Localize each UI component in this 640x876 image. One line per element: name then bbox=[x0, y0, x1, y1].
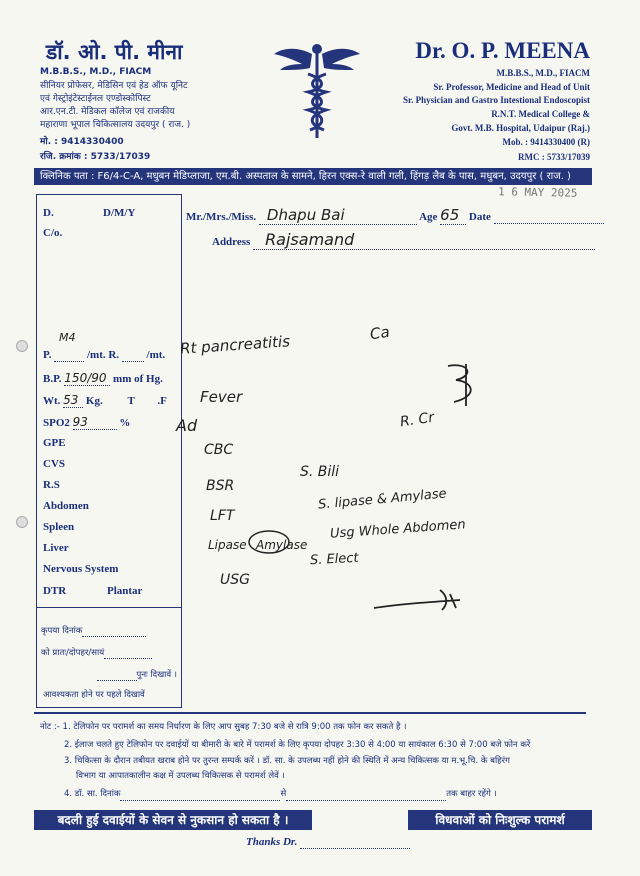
address-label: Address bbox=[212, 236, 251, 248]
circle-mark-icon bbox=[246, 528, 292, 556]
patient-name-value: Dhapu Bai bbox=[259, 206, 417, 225]
pulse-line bbox=[54, 349, 84, 362]
clinic-address-bar: क्लिनिक पता : F6/4-C-A, मधुबन मेडिप्लाजा, एम.बी. अस्पताल के सामने, हिरन एक्स-रे वाली गली, हिंगड़ लैब के पास, मधुबन, उदयपुर ( राज. ) bbox=[34, 168, 592, 185]
note-3: 3. चिकित्सा के दौरान तबीयत खराब होने पर तुरन्त सम्पर्क करें । डॉ. सा. के उपलब्ध नहीं होने की स्थिति में अन्य चिकित्सक या म.भू.चि. के बहिरंग bbox=[64, 756, 510, 766]
degrees-english: M.B.B.S., M.D., FIACM bbox=[496, 68, 590, 78]
notes-separator bbox=[34, 712, 586, 714]
age-label: Age bbox=[419, 211, 438, 223]
date-label: Date bbox=[468, 211, 491, 223]
designation-hindi-4: महाराणा भूपाल चिकित्सालय उदयपुर ( राज. ) bbox=[40, 120, 191, 130]
thanks-row bbox=[246, 836, 410, 849]
bp-row bbox=[43, 371, 163, 386]
box-divider bbox=[37, 607, 181, 608]
rx-line: R. Cr bbox=[399, 409, 436, 431]
dmy-d-label: D. bbox=[43, 207, 54, 219]
punch-hole bbox=[16, 340, 28, 352]
bp-label: B.P. bbox=[43, 373, 62, 385]
resp-line bbox=[122, 349, 144, 362]
date-stamp: 1 6 MAY 2025 bbox=[497, 185, 578, 200]
f-label: .F bbox=[157, 395, 167, 407]
designation-english-1: Sr. Professor, Medicine and Head of Unit bbox=[433, 82, 590, 92]
caduceus-logo-icon bbox=[272, 40, 362, 140]
designation-english-3: R.N.T. Medical College & bbox=[491, 109, 590, 119]
thanks-line bbox=[300, 836, 410, 849]
follow-up-again: पुनः दिखावें । bbox=[97, 669, 177, 681]
rx-line: S. Elect bbox=[309, 550, 359, 569]
footer-warning-bar: बदली हुई दवाईयों के सेवन से नुकसान हो सकता है । bbox=[34, 810, 312, 830]
designation-hindi-1: सीनियर प्रोफेसर, मेडिसिन एवं हेड ऑफ यूनिट bbox=[40, 81, 188, 91]
rx-line: Fever bbox=[200, 388, 243, 406]
reg-hindi: रजि. क्रमांक : 5733/17039 bbox=[40, 152, 151, 162]
follow-up-time: को प्रातः/दोपहर/सायं bbox=[41, 647, 152, 659]
spo2-unit: % bbox=[119, 417, 131, 429]
designation-hindi-3: आर.एन.टी. मेडिकल कॉलेज एवं राजकीय bbox=[40, 107, 175, 117]
footer-free-consultation-bar: विधवाओं को निःशुल्क परामर्श bbox=[408, 810, 592, 830]
doctor-name-hindi: डॉ. ओ. पी. मीना bbox=[46, 40, 183, 64]
rmc-english: RMC : 5733/17039 bbox=[518, 152, 590, 162]
signature-icon bbox=[440, 358, 490, 408]
follow-up-earlier: आवश्यकता होने पर पहले दिखावें bbox=[43, 690, 145, 700]
address-value: Rajsamand bbox=[253, 230, 595, 250]
wt-label: Wt. bbox=[43, 395, 61, 407]
rx-line: Amylase bbox=[256, 538, 308, 552]
system-cvs: CVS bbox=[43, 458, 66, 470]
mobile-hindi: मो. : 9414330400 bbox=[40, 137, 124, 147]
system-abdomen: Abdomen bbox=[43, 500, 89, 512]
patient-name-label: Mr./Mrs./Miss. bbox=[186, 211, 257, 223]
rx-line: Ad bbox=[176, 416, 198, 435]
rx-line: S. Bili bbox=[300, 464, 340, 480]
designation-hindi-2: एवं गेस्ट्रोइंटेस्टाईनल एण्डोस्कोपिस्ट bbox=[40, 94, 151, 104]
mobile-english: Mob. : 9414330400 (R) bbox=[502, 137, 590, 147]
system-spleen: Spleen bbox=[43, 521, 75, 533]
thanks-label: Thanks Dr. bbox=[246, 836, 298, 848]
pulse-unit-2: /mt. bbox=[146, 349, 166, 361]
t-label: T bbox=[127, 395, 135, 407]
note-3-cont: विभाग या आपातकालीन कक्ष में उपलब्ध चिकित्सक से परामर्श लेवें । bbox=[76, 771, 285, 781]
co-label: C/o. bbox=[43, 227, 63, 239]
dmy-label: D/M/Y bbox=[103, 207, 136, 219]
follow-up-date: कृपया दिनांक bbox=[41, 625, 146, 637]
rx-line: Ca bbox=[368, 322, 391, 344]
doctor-name-english: Dr. O. P. MEENA bbox=[415, 38, 590, 63]
pulse-label: P. bbox=[43, 349, 52, 361]
degrees-hindi: M.B.B.S., M.D., FIACM bbox=[40, 67, 152, 77]
patient-name-row bbox=[186, 206, 604, 225]
wt-value: 53 bbox=[63, 393, 83, 408]
date-line bbox=[494, 211, 604, 224]
spo2-label: SPO2 bbox=[43, 417, 70, 429]
note-2: 2. ईलाज चलते हुए टेलिफोन पर दवाईयों या बीमारी के बारे में परामर्श के लिए कृपया दोपहर 3:30 से 4:00 या सायंकाल 6:30 से 7:00 बजे फोन करें bbox=[64, 740, 531, 750]
address-row bbox=[212, 230, 595, 250]
wt-unit: Kg. bbox=[85, 395, 103, 407]
designation-english-4: Govt. M.B. Hospital, Udaipur (Raj.) bbox=[451, 123, 590, 133]
spo2-value: 93 bbox=[73, 415, 117, 430]
pulse-row bbox=[43, 349, 165, 362]
signature-icon bbox=[370, 586, 470, 616]
weight-row bbox=[43, 393, 167, 408]
rx-line: S. lipase & Amylase bbox=[317, 486, 448, 513]
note-4: 4. डॉ. सा. दिनांक से तक बाहर रहेंगे । bbox=[64, 789, 497, 799]
system-liver: Liver bbox=[43, 542, 69, 554]
note-1: नोट :- 1. टेलिफोन पर परामर्श का समय निर्धारण के लिए आप सुबह 7:30 बजे से रात्रि 9:00 तक फोन कर सकते है । bbox=[40, 722, 407, 732]
rx-line: USG bbox=[220, 572, 250, 588]
rx-line: BSR bbox=[206, 478, 235, 494]
bp-unit: mm of Hg. bbox=[113, 373, 163, 385]
punch-hole bbox=[16, 516, 28, 528]
vitals-hand-note: M4 bbox=[59, 331, 76, 344]
rx-line: LFT bbox=[210, 508, 235, 524]
designation-english-2: Sr. Physician and Gastro Intestional Endoscopist bbox=[402, 95, 590, 105]
pulse-unit-1: /mt. R. bbox=[86, 349, 120, 361]
rx-line: Lipase bbox=[208, 538, 247, 552]
system-nervous: Nervous System bbox=[43, 563, 119, 575]
bp-value: 150/90 bbox=[64, 371, 110, 386]
rx-line: CBC bbox=[204, 442, 234, 458]
rx-line: Usg Whole Abdomen bbox=[329, 517, 467, 542]
age-value: 65 bbox=[440, 206, 466, 225]
rx-line: Rt pancreatitis bbox=[179, 332, 291, 358]
system-rs: R.S bbox=[43, 479, 60, 491]
plantar-label: Plantar bbox=[107, 585, 143, 597]
spo2-row bbox=[43, 415, 130, 430]
dtr-label: DTR bbox=[43, 585, 67, 597]
clinical-findings-box bbox=[36, 194, 182, 708]
system-gpe: GPE bbox=[43, 437, 66, 449]
